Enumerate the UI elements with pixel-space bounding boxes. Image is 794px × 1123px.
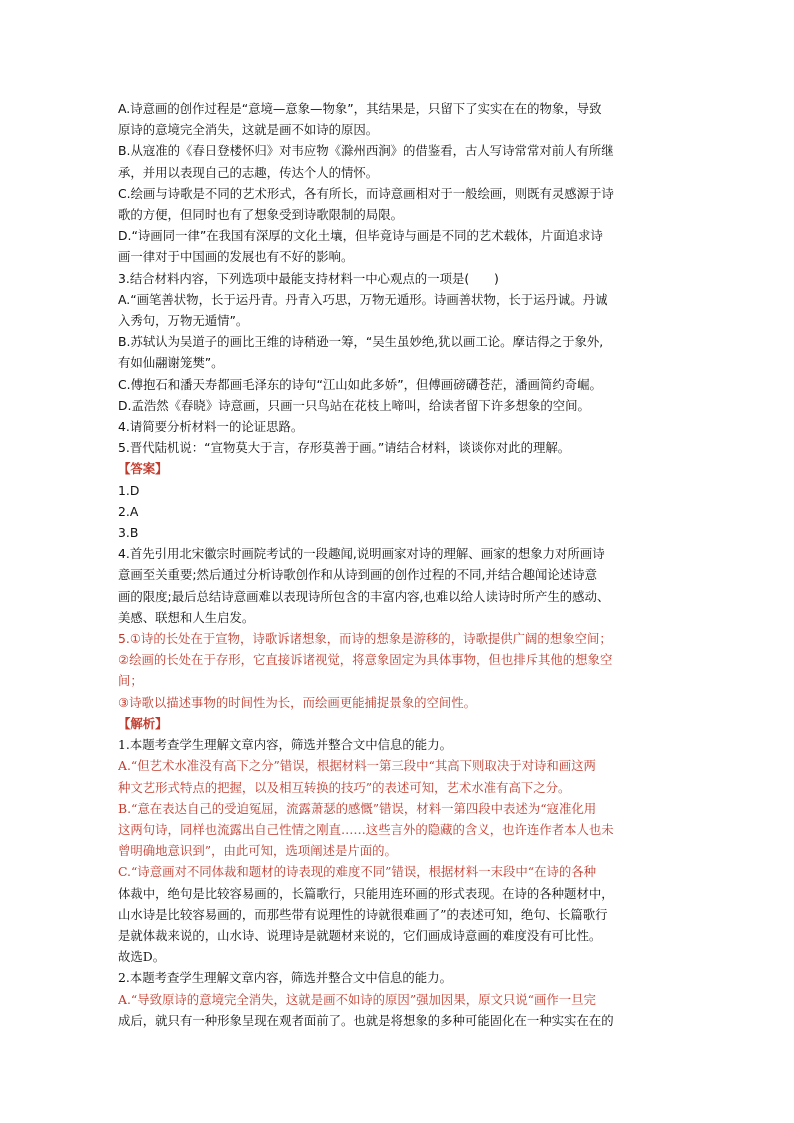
text-line: 4.首先引用北宋徽宗时画院考试的一段趣闻,说明画家对诗的理解、画家的想象力对所画诗	[118, 546, 605, 562]
question2-options	[118, 98, 678, 268]
text-line: B.苏轼认为吴道子的画比王维的诗稍逊一筹，“吴生虽妙绝,犹以画工论。摩诘得之于象外,	[118, 334, 604, 350]
text-line: 这两句诗，同样也流露出自己性情之刚直……这些言外的隐藏的含义，也许连作者本人也未	[118, 821, 614, 837]
question3-options	[118, 289, 678, 416]
text-line: 山水诗是比较容易画的，而那些带有说理性的诗就很难画了”的表述可知，绝句、长篇歌行	[118, 906, 608, 922]
text-line: ③诗歌以描述事物的时间性为长，而绘画更能捕捉景象的空间性。	[118, 694, 477, 710]
question-3: 3.结合材料内容，下列选项中最能支持材料一中心观点的一项是( )	[118, 270, 499, 286]
question-4: 4.请简要分析材料一的论证思路。	[118, 419, 304, 435]
document-page	[118, 98, 678, 1031]
text-line: 2.本题考查学生理解文章内容，筛选并整合文中信息的能力。	[118, 970, 452, 986]
answer-5	[118, 628, 678, 713]
question-5: 5.晋代陆机说：“宣物莫大于言，存形莫善于画。”请结合材料，谈谈你对此的理解。	[118, 440, 571, 456]
text-line: 画的限度;最后总结诗意画难以表现诗所包含的丰富内容,也难以给人读诗时所产生的感动、	[118, 588, 610, 604]
text-line: ②绘画的长处在于存形，它直接诉诸视觉，将意象固定为具体事物，但也排斥其他的想象空	[118, 652, 613, 668]
text-line: B.“意在表达自己的受迫冤屈，流露萧瑟的感慨”错误，材料一第四段中表述为“寇准化用	[118, 800, 597, 816]
text-line: D.孟浩然《春晓》诗意画，只画一只鸟站在花枝上啼叫，给读者留下许多想象的空间。	[118, 397, 590, 413]
text-line: 曾明确地意识到”，由此可知，选项阐述是片面的。	[118, 843, 397, 859]
text-line: A.诗意画的创作过程是“意境—意象—物象”，其结果是，只留下了实实在在的物象，导致	[118, 101, 602, 116]
text-line: D.“诗画同一律”在我国有深厚的文化土壤，但毕竟诗与画是不同的艺术载体，片面追求诗	[118, 228, 603, 244]
answer-item: 3.B	[118, 525, 139, 541]
text-line: C.“诗意画对不同体裁和题材的诗表现的难度不同”错误，根据材料一末段中“在诗的各种	[118, 864, 597, 880]
text-line: 画一律对于中国画的发展也有不好的影响。	[118, 249, 354, 265]
text-line: 入秀句，万物无遁情”。	[118, 313, 249, 329]
answer-4	[118, 543, 678, 628]
answer-item: 2.A	[118, 503, 139, 519]
text-line: 体裁中，绝句是比较容易画的，长篇歌行，只能用连环画的形式表现。在诗的各种题材中，	[118, 885, 614, 901]
text-line: 5.①诗的长处在于宣物，诗歌诉诸想象，而诗的想象是游移的，诗歌提供广阔的想象空间；	[118, 631, 612, 647]
text-line: 1.本题考查学生理解文章内容，筛选并整合文中信息的能力。	[118, 737, 452, 753]
text-line: 种文艺形式特点的把握，以及相互转换的技巧”的表述可知，艺术水准有高下之分。	[118, 779, 571, 795]
text-line: 承，并用以表现自己的志趣，传达个人的情怀。	[118, 164, 379, 180]
text-line: C.傅抱石和潘天寿都画毛泽东的诗句“江山如此多娇”，但傅画磅礴苍茫，潘画简约奇崛。	[118, 376, 602, 392]
analysis-1	[118, 734, 678, 967]
analysis-2	[118, 967, 678, 1031]
text-line: A.“画笔善状物，长于运丹青。丹青入巧思，万物无遁形。诗画善状物，长于运丹诚。丹诚	[118, 291, 608, 307]
text-line: 原诗的意境完全消失，这就是画不如诗的原因。	[118, 122, 379, 138]
text-line: A.“导致原诗的意境完全消失，这就是画不如诗的原因”强加因果，原文只说“画作一旦完	[118, 991, 596, 1007]
text-line: 有如仙翮谢笼樊”。	[118, 355, 224, 371]
text-line: A.“但艺术水准没有高下之分”错误，根据材料一第三段中“其高下则取决于对诗和画这两	[118, 758, 596, 774]
text-line: 意画至关重要;然后通过分析诗歌创作和从诗到画的创作过程的不同,并结合趣闻论述诗意	[118, 567, 597, 583]
text-line: 成后，就只有一种形象呈现在观者面前了。也就是将想象的多种可能固化在一种实实在在的	[118, 1012, 614, 1028]
analysis-heading: 【解析】	[118, 715, 168, 731]
text-line: 美感、联想和人生启发。	[118, 609, 255, 625]
answer-heading: 【答案】	[118, 461, 168, 477]
answer-item: 1.D	[118, 482, 140, 498]
text-line: C.绘画与诗歌是不同的艺术形式，各有所长，而诗意画相对于一般绘画，则既有灵感源于诗	[118, 185, 614, 201]
text-line: 间；	[118, 673, 143, 689]
text-line: 是就体裁来说的，山水诗、说理诗是就题材来说的，它们画成诗意画的难度没有可比性。	[118, 927, 602, 943]
text-line: B.从寇准的《春日登楼怀归》对韦应物《滁州西涧》的借鉴看，古人写诗常常对前人有所继	[118, 143, 614, 159]
text-line: 歌的方便，但同时也有了想象受到诗歌限制的局限。	[118, 207, 403, 223]
text-line: 故选D。	[118, 949, 166, 965]
